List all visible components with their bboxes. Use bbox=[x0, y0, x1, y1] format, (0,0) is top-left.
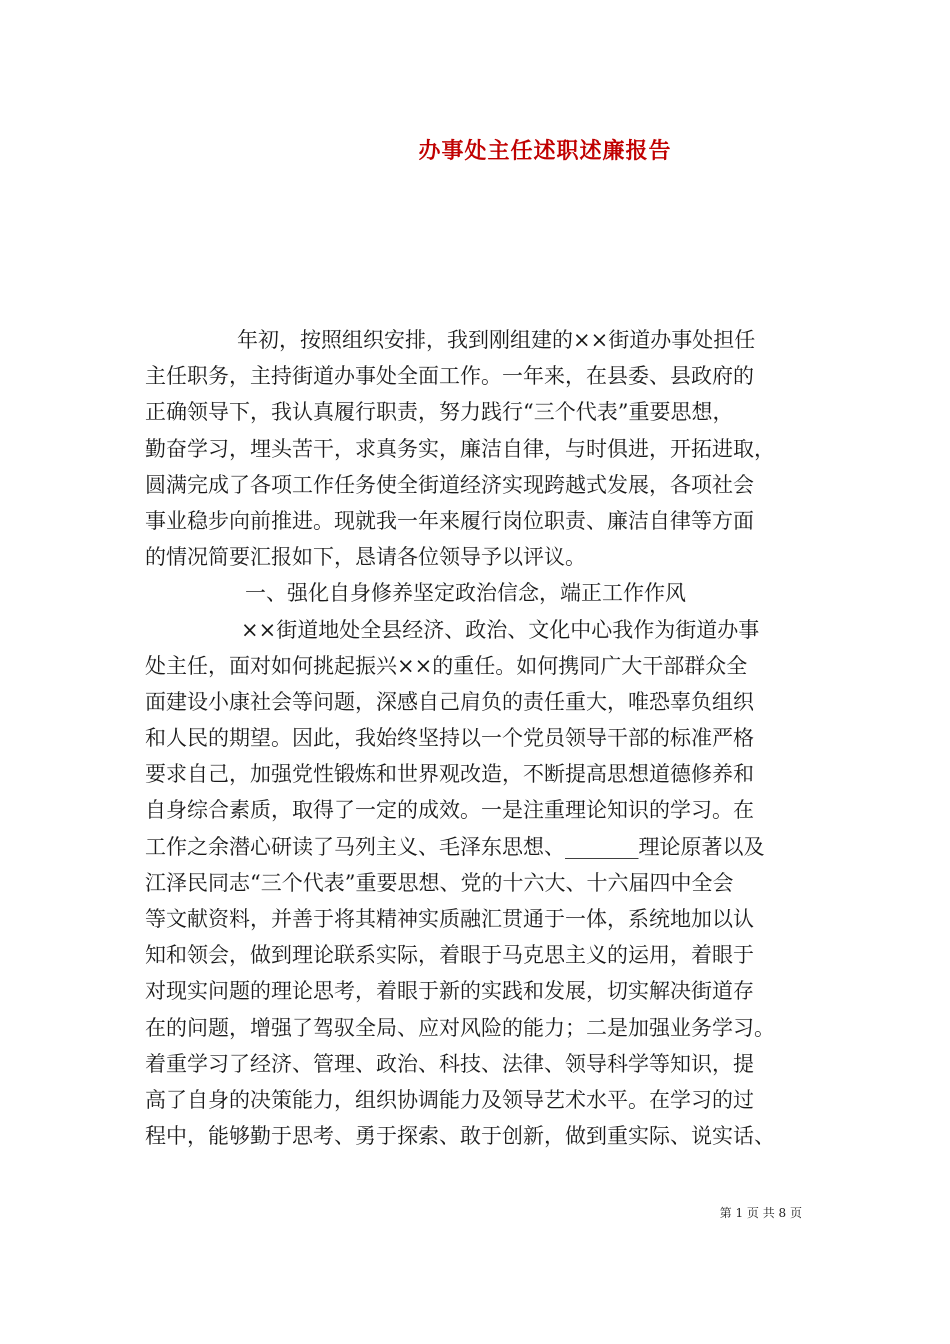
page-number: 第 1 页 共 8 页 bbox=[719, 1206, 802, 1220]
paragraph-line: 在的问题，增强了驾驭全局、应对风险的能力；二是加强业务学习。 bbox=[145, 1015, 775, 1040]
paragraph-line: 工作之余潜心研读了马列主义、毛泽东思想、_______理论原著以及 bbox=[145, 834, 765, 859]
paragraph-line: 对现实问题的理论思考，着眼于新的实践和发展，切实解决街道存 bbox=[145, 979, 754, 1004]
paragraph-line: 等文献资料，并善于将其精神实质融汇贯通于一体，系统地加以认 bbox=[145, 907, 754, 931]
document-title: 办事处主任述职述廉报告 bbox=[418, 139, 672, 164]
paragraph-line: 年初，按照组织安排，我到刚组建的××街道办事处担任 bbox=[237, 328, 756, 352]
paragraph-line: 高了自身的决策能力，组织协调能力及领导艺术水平。在学习的过 bbox=[145, 1087, 754, 1112]
paragraph-line: ××街道地处全县经济、政治、文化中心我作为街道办事 bbox=[241, 617, 760, 642]
paragraph-line: 主任职务，主持街道办事处全面工作。一年来，在县委、县政府的 bbox=[145, 364, 754, 389]
paragraph-line: 程中，能够勤于思考、勇于探索、敢于创新，做到重实际、说实话、 bbox=[145, 1124, 775, 1149]
paragraph-line: 知和领会，做到理论联系实际，着眼于马克思主义的运用，着眼于 bbox=[145, 943, 754, 968]
paragraph-line: 的情况简要汇报如下，恳请各位领导予以评议。 bbox=[145, 545, 586, 570]
paragraph-line: 处主任，面对如何挑起振兴××的重任。如何携同广大干部群众全 bbox=[145, 653, 748, 678]
paragraph-line: 江泽民同志“三个代表”重要思想、党的十六大、十六届四中全会 bbox=[145, 870, 734, 895]
paragraph-line: 和人民的期望。因此，我始终坚持以一个党员领导干部的标准严格 bbox=[145, 726, 754, 751]
paragraph-line: 面建设小康社会等问题，深感自己肩负的责任重大，唯恐辜负组织 bbox=[145, 689, 754, 714]
paragraph-line: 自身综合素质，取得了一定的成效。一是注重理论知识的学习。在 bbox=[145, 798, 754, 823]
paragraph-line: 事业稳步向前推进。现就我一年来履行岗位职责、廉洁自律等方面 bbox=[145, 508, 754, 533]
paragraph-line: 要求自己，加强党性锻炼和世界观改造，不断提高思想道德修养和 bbox=[145, 762, 754, 787]
section-heading: 一、强化自身修养坚定政治信念，端正工作作风 bbox=[245, 581, 686, 606]
document-body bbox=[145, 322, 810, 1154]
paragraph-line: 着重学习了经济、管理、政治、科技、法律、领导科学等知识，提 bbox=[145, 1051, 754, 1076]
paragraph-line: 圆满完成了各项工作任务使全街道经济实现跨越式发展，各项社会 bbox=[145, 472, 754, 497]
paragraph-line: 勤奋学习，埋头苦干，求真务实，廉洁自律，与时俱进，开拓进取， bbox=[145, 436, 775, 461]
paragraph-line: 正确领导下，我认真履行职责，努力践行“三个代表”重要思想， bbox=[145, 400, 734, 425]
